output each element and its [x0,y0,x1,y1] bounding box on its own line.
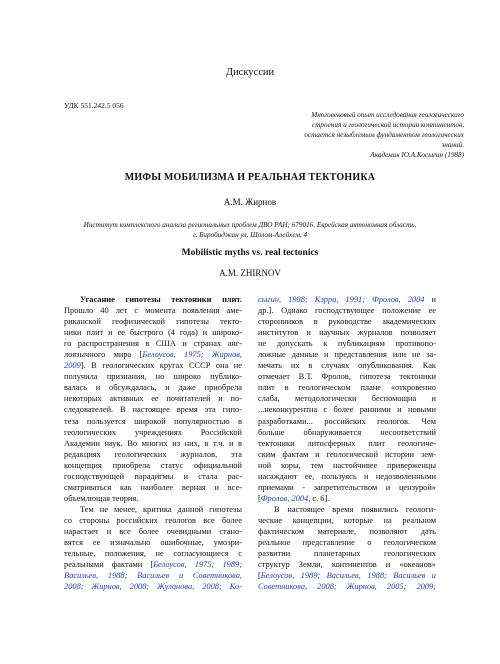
epigraph-line: Многовековый опыт исследования геологического [311,111,464,119]
text-run: насаждают ее, пользуясь и недозволенными [258,471,436,481]
text-line [64,371,242,382]
citation-link[interactable]: Белоусов, 1975; Жирнов, [142,350,242,360]
text-run: объемлющая теория. [64,493,139,503]
text-run: некоторых активных ее почитателей и по- [64,394,242,404]
text-run: сматриваться как наиболее верная и все- [64,482,242,492]
text-line [64,294,242,305]
text-line [258,393,436,404]
text-line [258,349,436,360]
text-run: Тем не менее, критика данной гипотезы [80,504,242,514]
citation-link[interactable]: Фролов, 2004 [260,493,309,503]
text-line [258,371,436,382]
text-line [258,515,436,526]
english-title: Mobilistic myths vs. real tectonics [181,248,319,258]
text-run: слаба, методологически беспомощна и [258,394,436,404]
text-line [258,471,436,482]
text-run: реальными фактами [ [64,560,154,570]
text-run: Угасание гипотезы тектоники плит. [80,295,242,304]
citation-link[interactable]: 2009 [64,361,81,371]
text-line [64,338,242,349]
text-run: институтов и научных журналов позволяет [258,328,436,338]
text-line [64,526,242,537]
citation-link[interactable]: сыгин, 1988; Кэрри, 1991; Фролов, 2004 [258,295,425,304]
text-line [64,404,242,415]
text-run: нарастает и все более очевидными стано- [64,526,242,536]
text-line [258,338,436,349]
text-line [64,360,242,371]
text-run: разработками... российских геологов. Чем [258,416,436,426]
text-line [64,316,242,327]
epigraph-line: знаний. [441,141,464,149]
text-line [258,482,436,493]
text-line [258,404,436,415]
section-heading: Дискуссии [225,67,275,78]
text-run: [ [258,493,261,503]
text-run: фактическом материале, позволяют дать [258,526,436,536]
text-run: [ [258,571,261,581]
text-run: , с. 6]. [308,493,330,503]
text-line [64,570,242,581]
text-line [64,548,242,559]
text-line [258,327,436,338]
text-line [258,438,436,449]
text-line [64,537,242,548]
body-column-right [258,294,436,592]
text-run: приемами - запретительством и цензурой» [258,482,436,492]
text-run: ]. В геологических кругах СССР она не [80,361,242,371]
text-line [64,416,242,427]
text-line [64,460,242,471]
text-run: ники плит и ее быстрого (4 года) и широко- [64,328,242,338]
text-line [64,438,242,449]
english-author: A.M. ZHIRNOV [219,268,281,278]
text-run: и [424,295,436,304]
text-run: геологических учреждениях Российской [64,427,242,437]
text-run: тектоники литосферных плит геологиче- [258,438,436,448]
text-line [258,449,436,460]
text-run: больше обнаруживается несоответствий [258,427,436,437]
affiliation-line: Институт комплексного анализа региональных проблем ДВО РАН; 679016, Еврейская автономная область, [83,221,417,229]
text-run: реальное представление о геологическом [258,538,436,548]
text-line [258,504,436,515]
text-run: вятся ее изначально ошибочные, умозри- [64,538,242,548]
text-run: отмечает В.Т. Фролов, гипотеза тектоники [258,372,436,382]
text-line [258,294,436,305]
affiliation-line: г. Биробиджан ул. Шолом-Алейхем, 4 [192,231,308,239]
citation-link[interactable]: 2008; Жирнов, 2008; Жуланова, 2008; Ко- [64,582,242,592]
affiliation [64,220,436,240]
text-run: В настоящее время появились геологи- [274,504,436,514]
citation-link[interactable]: Белоусов, 1989; Васильев, 1988; Васильев и [260,571,436,581]
text-line [258,305,436,316]
text-line [258,382,436,393]
text-run: редакциях геологических журналов, эта [64,449,242,459]
text-run: развитии планетарных геологических [258,549,436,559]
text-run: получила признания, но широко публико- [64,372,242,382]
text-line [64,581,242,592]
text-line [64,493,242,504]
epigraph-line: строения и геологической истории континентов, [312,121,464,129]
text-line [258,416,436,427]
epigraph-line: остается незыблемым фундаментом геологических [304,131,464,139]
text-run: го распространения в США и странах анг- [64,339,242,349]
text-run: концепция приобрела статус официальной [64,460,242,470]
text-line [64,427,242,438]
epigraph-attribution: Академик Ю.А.Косыгин (1988) [370,151,464,159]
text-line [64,382,242,393]
text-line [258,460,436,471]
text-run: плит в геологическом плане «откровенно [258,383,436,393]
text-line [258,493,436,504]
text-run: ческие концепции, которые на реальном [258,515,436,525]
body-column-left [64,294,242,592]
text-line [64,471,242,482]
text-run: тельные, положения, не согласующиеся с [64,549,242,559]
epigraph [244,110,464,160]
text-run: ...неконкурентна с более ранними и новыми [258,405,436,415]
citation-link[interactable]: Советникова, 2008; Жирнов, 2005; 2009; [258,582,436,592]
text-line [258,526,436,537]
citation-link[interactable]: Васильев, 1988; Васильев и Советникова, [64,571,242,581]
text-line [64,559,242,570]
text-run: следователей. В настоящее время эта гипо- [64,405,242,415]
text-run: лоязычного мира [ [64,350,143,360]
text-run: др.]. Однако господствующее положение ее [258,306,436,316]
text-run: мечать их в случаях опубликования. Как [258,361,436,371]
text-run: риканской геофизической гипотезы текто- [64,317,242,327]
text-run: сторонников в руководстве академических [258,317,436,327]
text-line [64,449,242,460]
text-line [258,581,436,592]
text-line [64,515,242,526]
text-line [258,427,436,438]
text-line [258,548,436,559]
text-run: структур Земли, континентов и «океанов» [258,560,436,570]
text-run: господствующей парадигмы и стала рас- [64,471,242,481]
text-line [64,305,242,316]
text-line [258,570,436,581]
text-line [258,316,436,327]
text-run: Прошло 40 лет с момента появления аме- [64,306,242,316]
text-run: ной коры, тем настойчивее приверженцы [258,460,436,470]
text-run: ложные данные и представления или не за- [258,350,436,360]
text-run: ским фактам и геологической истории зем- [258,449,436,459]
text-line [258,559,436,570]
text-line [64,327,242,338]
udc-code: УДК 551.242.5 056 [64,101,124,110]
text-line [64,504,242,515]
text-run: со стороны российских геологов все более [64,515,242,525]
text-run: теза пользуется широкой популярностью в [64,416,242,426]
text-line [64,349,242,360]
text-line [64,393,242,404]
text-run: не допускать к публикациям противопо- [258,339,436,349]
citation-link[interactable]: Белоусов, 1975; 1989; [153,560,242,570]
text-run: валась и обсуждалась, и даже приобрела [64,383,242,393]
text-run: Академии наук. Во многих из них, в т.ч. и в [64,438,242,448]
article-title: МИФЫ МОБИЛИЗМА И РЕАЛЬНАЯ ТЕКТОНИКА [124,172,376,183]
text-line [258,537,436,548]
text-line [64,482,242,493]
author-name: А.М. Жирнов [223,197,277,207]
text-line [258,360,436,371]
